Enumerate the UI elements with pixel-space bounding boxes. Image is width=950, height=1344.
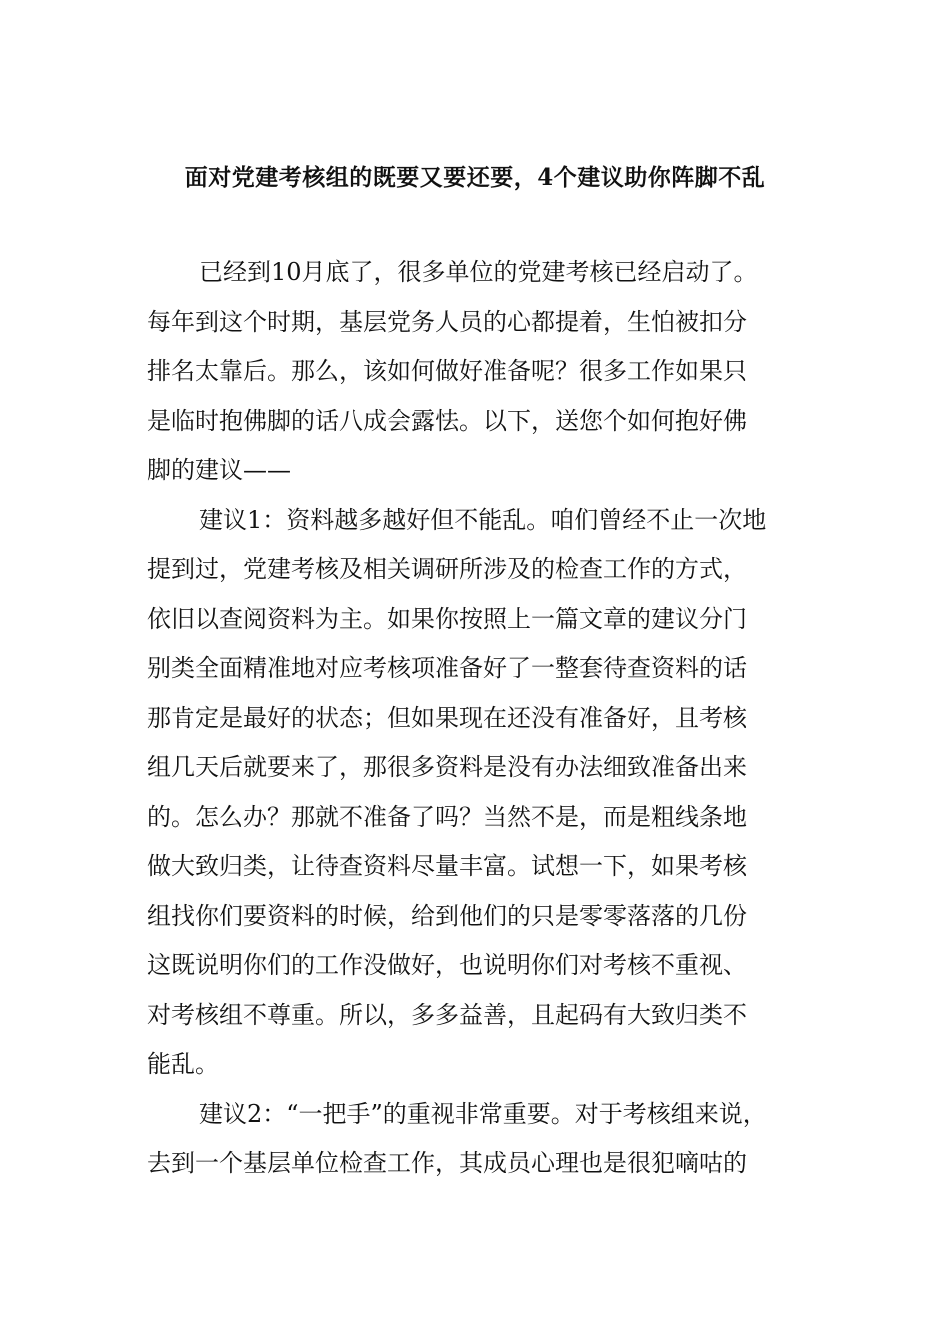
document-title: 面对党建考核组的既要又要还要，4个建议助你阵脚不乱: [184, 164, 766, 191]
text-line: 的。怎么办？那就不准备了吗？当然不是，而是粗线条地: [147, 802, 747, 831]
text-line: 已经到10月底了，很多单位的党建考核已经启动了。: [199, 258, 758, 286]
text-line: 对考核组不尊重。所以，多多益善，且起码有大致归类不: [147, 1000, 747, 1029]
text-line: 每年到这个时期，基层党务人员的心都提着，生怕被扣分: [147, 307, 747, 336]
text-line: 去到一个基层单位检查工作，其成员心理也是很犯嘀咕的: [147, 1149, 747, 1177]
text-line: 组找你们要资料的时候，给到他们的只是零零落落的几份: [147, 901, 747, 930]
paragraph-suggestion-2: [147, 1090, 827, 1189]
text-line: 那肯定是最好的状态；但如果现在还没有准备好，且考核: [147, 703, 747, 732]
text-line: 提到过，党建考核及相关调研所涉及的检查工作的方式，: [147, 555, 747, 583]
text-line: 建议2：“一把手”的重视非常重要。对于考核组来说，: [199, 1099, 767, 1128]
text-line: 这既说明你们的工作没做好，也说明你们对考核不重视、: [147, 951, 747, 979]
text-line: 是临时抱佛脚的话八成会露怯。以下，送您个如何抱好佛: [147, 406, 747, 435]
text-line: 别类全面精准地对应考核项准备好了一整套待查资料的话: [147, 654, 747, 682]
paragraph-suggestion-1: [147, 496, 827, 1090]
text-line: 脚的建议——: [147, 456, 291, 484]
document-body: [147, 248, 827, 1189]
text-line: 排名太靠后。那么，该如何做好准备呢？很多工作如果只: [147, 357, 747, 385]
text-line: 建议1：资料越多越好但不能乱。咱们曾经不止一次地: [199, 505, 767, 534]
text-line: 组几天后就要来了，那很多资料是没有办法细致准备出来: [147, 753, 747, 781]
paragraph-intro: [147, 248, 827, 496]
text-line: 做大致归类，让待查资料尽量丰富。试想一下，如果考核: [147, 852, 747, 880]
text-line: 能乱。: [147, 1050, 219, 1078]
text-line: 依旧以查阅资料为主。如果你按照上一篇文章的建议分门: [147, 604, 747, 633]
